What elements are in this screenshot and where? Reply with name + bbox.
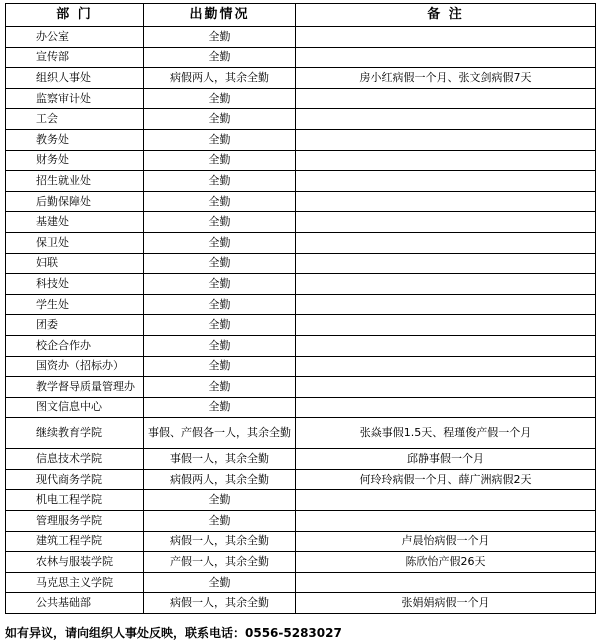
table-row (6, 469, 596, 490)
remarks-cell (296, 47, 596, 68)
department-cell: 马克思主义学院 (6, 572, 144, 593)
attendance-cell: 事假、产假各一人，其余全勤 (144, 418, 296, 449)
remarks-cell (296, 232, 596, 253)
remarks-cell (296, 572, 596, 593)
table-row (6, 27, 596, 48)
remarks-cell: 邱静事假一个月 (296, 449, 596, 470)
table-row (6, 511, 596, 532)
attendance-table (5, 3, 596, 614)
department-cell: 后勤保障处 (6, 191, 144, 212)
remarks-cell (296, 191, 596, 212)
department-cell: 建筑工程学院 (6, 531, 144, 552)
department-cell: 农林与服装学院 (6, 552, 144, 573)
attendance-cell: 全勤 (144, 88, 296, 109)
table-row (6, 552, 596, 573)
department-cell: 校企合作办 (6, 335, 144, 356)
remarks-cell (296, 212, 596, 233)
attendance-cell: 全勤 (144, 27, 296, 48)
attendance-cell: 病假一人，其余全勤 (144, 593, 296, 614)
contact-footer: 如有异议，请向组织人事处反映，联系电话：0556-5283027 (5, 626, 342, 640)
remarks-cell (296, 335, 596, 356)
remarks-cell (296, 109, 596, 130)
table-row (6, 593, 596, 614)
table-row (6, 150, 596, 171)
department-cell: 宣传部 (6, 47, 144, 68)
table-row (6, 253, 596, 274)
department-cell: 信息技术学院 (6, 449, 144, 470)
remarks-cell: 张焱事假1.5天、程瑾俊产假一个月 (296, 418, 596, 449)
department-cell: 教务处 (6, 129, 144, 150)
header-remarks: 备 注 (296, 4, 596, 27)
table-row (6, 335, 596, 356)
remarks-cell (296, 129, 596, 150)
remarks-cell (296, 171, 596, 192)
remarks-cell (296, 88, 596, 109)
remarks-cell (296, 377, 596, 398)
remarks-cell: 何玲玲病假一个月、薛广洲病假2天 (296, 469, 596, 490)
table-row (6, 68, 596, 89)
department-cell: 教学督导质量管理办 (6, 377, 144, 398)
department-cell: 公共基础部 (6, 593, 144, 614)
attendance-cell: 全勤 (144, 150, 296, 171)
table-body (6, 27, 596, 614)
attendance-cell: 全勤 (144, 171, 296, 192)
attendance-cell: 全勤 (144, 191, 296, 212)
department-cell: 现代商务学院 (6, 469, 144, 490)
attendance-cell: 事假一人，其余全勤 (144, 449, 296, 470)
remarks-cell (296, 150, 596, 171)
remarks-cell: 张娟娟病假一个月 (296, 593, 596, 614)
remarks-cell (296, 253, 596, 274)
header-department: 部 门 (6, 4, 144, 27)
table-row (6, 294, 596, 315)
remarks-cell: 卢晨怡病假一个月 (296, 531, 596, 552)
header-attendance: 出勤情况 (144, 4, 296, 27)
remarks-cell (296, 274, 596, 295)
attendance-cell: 全勤 (144, 232, 296, 253)
remarks-cell (296, 397, 596, 418)
attendance-cell: 病假一人，其余全勤 (144, 531, 296, 552)
department-cell: 继续教育学院 (6, 418, 144, 449)
attendance-cell: 全勤 (144, 47, 296, 68)
attendance-cell: 全勤 (144, 490, 296, 511)
attendance-cell: 全勤 (144, 109, 296, 130)
remarks-cell (296, 356, 596, 377)
department-cell: 科技处 (6, 274, 144, 295)
department-cell: 工会 (6, 109, 144, 130)
department-cell: 机电工程学院 (6, 490, 144, 511)
table-row (6, 232, 596, 253)
table-row (6, 191, 596, 212)
table-row (6, 47, 596, 68)
remarks-cell (296, 27, 596, 48)
table-row (6, 171, 596, 192)
attendance-cell: 全勤 (144, 212, 296, 233)
department-cell: 基建处 (6, 212, 144, 233)
department-cell: 管理服务学院 (6, 511, 144, 532)
table-row (6, 377, 596, 398)
table-row (6, 315, 596, 336)
attendance-cell: 全勤 (144, 129, 296, 150)
table-row (6, 212, 596, 233)
table-row (6, 531, 596, 552)
attendance-cell: 病假两人，其余全勤 (144, 68, 296, 89)
attendance-cell: 全勤 (144, 356, 296, 377)
remarks-cell (296, 490, 596, 511)
table-row (6, 490, 596, 511)
attendance-cell: 产假一人，其余全勤 (144, 552, 296, 573)
table-row (6, 397, 596, 418)
attendance-cell: 全勤 (144, 315, 296, 336)
department-cell: 组织人事处 (6, 68, 144, 89)
attendance-cell: 全勤 (144, 274, 296, 295)
table-row (6, 129, 596, 150)
department-cell: 保卫处 (6, 232, 144, 253)
attendance-cell: 全勤 (144, 294, 296, 315)
attendance-cell: 全勤 (144, 397, 296, 418)
table-row (6, 88, 596, 109)
department-cell: 财务处 (6, 150, 144, 171)
remarks-cell (296, 315, 596, 336)
department-cell: 团委 (6, 315, 144, 336)
table-row (6, 109, 596, 130)
remarks-cell: 房小红病假一个月、张文剑病假7天 (296, 68, 596, 89)
table-header-row (6, 4, 596, 27)
table-row (6, 449, 596, 470)
table-row (6, 274, 596, 295)
attendance-cell: 全勤 (144, 377, 296, 398)
remarks-cell: 陈欣怡产假26天 (296, 552, 596, 573)
department-cell: 国资办（招标办） (6, 356, 144, 377)
department-cell: 招生就业处 (6, 171, 144, 192)
attendance-cell: 全勤 (144, 511, 296, 532)
department-cell: 图文信息中心 (6, 397, 144, 418)
attendance-cell: 全勤 (144, 253, 296, 274)
remarks-cell (296, 294, 596, 315)
table-row (6, 572, 596, 593)
department-cell: 监察审计处 (6, 88, 144, 109)
remarks-cell (296, 511, 596, 532)
attendance-cell: 全勤 (144, 335, 296, 356)
table-row (6, 356, 596, 377)
table-row (6, 418, 596, 449)
attendance-cell: 病假两人，其余全勤 (144, 469, 296, 490)
attendance-cell: 全勤 (144, 572, 296, 593)
department-cell: 学生处 (6, 294, 144, 315)
department-cell: 妇联 (6, 253, 144, 274)
department-cell: 办公室 (6, 27, 144, 48)
